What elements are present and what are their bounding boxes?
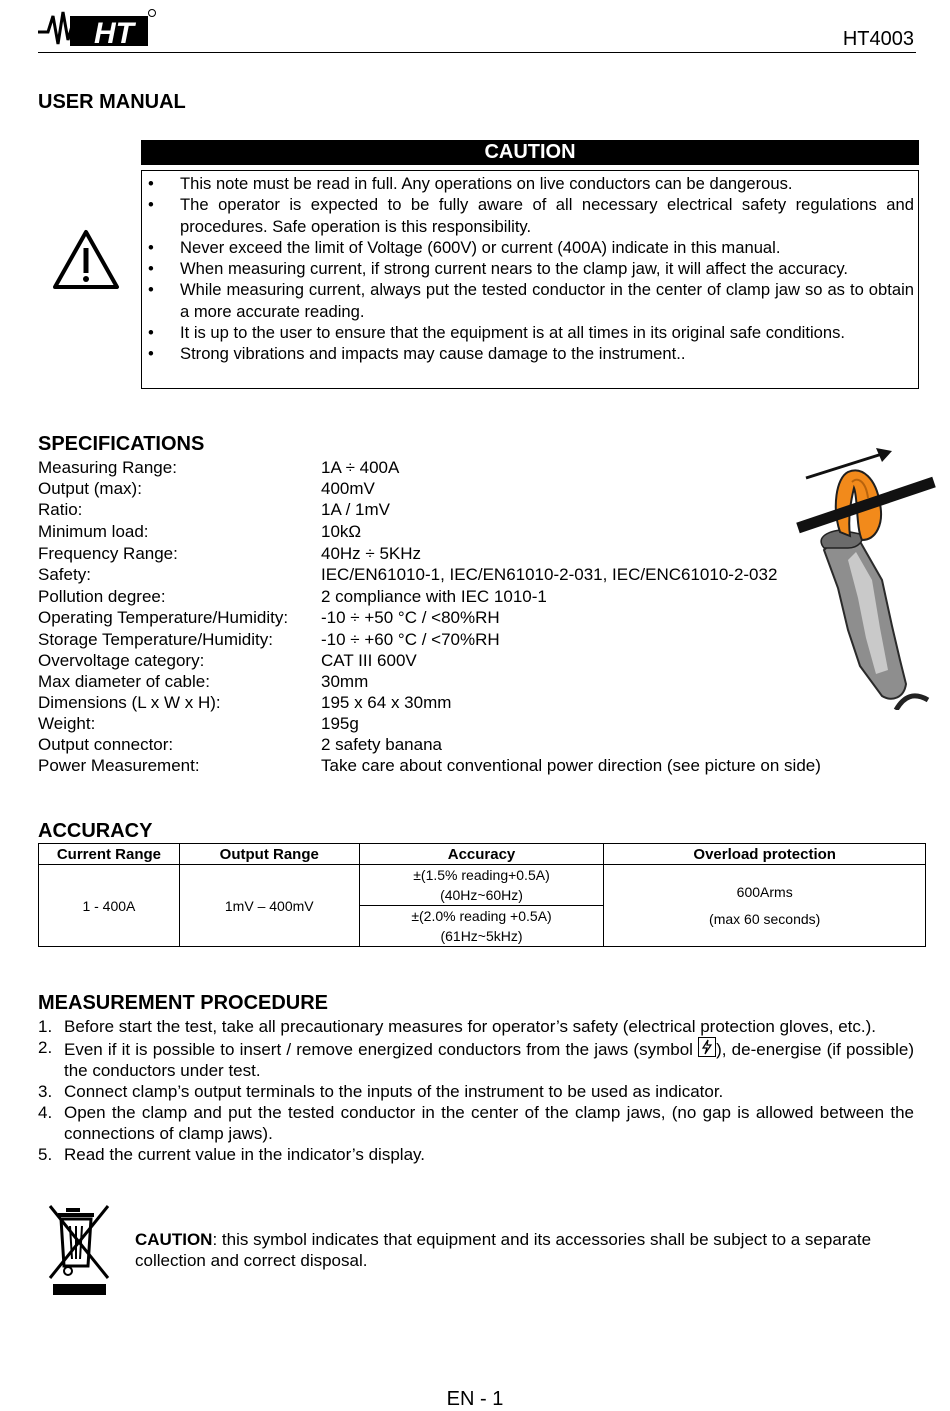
spec-label: Minimum load:: [38, 522, 149, 541]
column-header: Overload protection: [604, 844, 926, 865]
step-number: 4.: [38, 1103, 53, 1122]
spec-value: 1A ÷ 400A: [321, 458, 400, 477]
procedure-step: [38, 1037, 914, 1081]
spec-value: 10kΩ: [321, 522, 362, 541]
ht-logo: [36, 6, 156, 48]
spec-value: 195 x 64 x 30mm: [321, 693, 452, 712]
column-header: Output Range: [179, 844, 359, 865]
step-number: 1.: [38, 1017, 53, 1036]
spec-label: Safety:: [38, 565, 91, 584]
accuracy-value: ±(2.0% reading +0.5A): [411, 908, 552, 924]
page-number: EN - 1: [446, 1388, 504, 1410]
spec-label: Overvoltage category:: [38, 651, 205, 670]
spec-value: Take care about conventional power direction (see picture on side): [321, 756, 821, 775]
page-title: USER MANUAL: [38, 91, 186, 113]
spec-label: Weight:: [38, 714, 96, 733]
caution-item: • It is up to the user to ensure that the equipment is at all times in its original safe conditions.: [148, 322, 914, 343]
header-divider: [38, 52, 916, 53]
disposal-note: [135, 1229, 895, 1271]
disposal-caution-label: CAUTION: [135, 1230, 213, 1249]
warning-triangle-icon: [52, 228, 120, 290]
procedure-heading: MEASUREMENT PROCEDURE: [38, 992, 329, 1014]
specifications-heading: SPECIFICATIONS: [38, 433, 205, 455]
procedure-step: [38, 1081, 914, 1102]
spec-value: IEC/EN61010-1, IEC/EN61010-2-031, IEC/ENC61010-2-032: [321, 565, 778, 584]
current-range-cell: 1 - 400A: [39, 865, 180, 947]
spec-value: 400mV: [321, 479, 375, 498]
spec-label: Dimensions (L x W x H):: [38, 693, 221, 712]
step-text: ), de-energise (if possible) the conductors under test.: [64, 1040, 915, 1080]
spec-label: Operating Temperature/Humidity:: [38, 608, 289, 627]
step-number: 3.: [38, 1082, 53, 1101]
overload-note: (max 60 seconds): [709, 911, 821, 927]
spec-value: 2 compliance with IEC 1010-1: [321, 587, 547, 606]
crossed-bin-weee-icon: [48, 1204, 112, 1298]
overload-value: 600Arms: [736, 884, 793, 900]
accuracy-table: [38, 843, 926, 947]
energized-conductor-symbol-icon: [698, 1037, 716, 1057]
step-text: Before start the test, take all precautionary measures for operator’s safety (electrical protection gloves, etc.).: [64, 1017, 876, 1036]
spec-value: 40Hz ÷ 5KHz: [321, 544, 422, 563]
spec-label: Measuring Range:: [38, 458, 177, 477]
accuracy-value: ±(1.5% reading+0.5A): [413, 867, 550, 883]
caution-item: • When measuring current, if strong current nears to the clamp jaw, it will affect the accuracy.: [148, 258, 914, 279]
accuracy-cell: [359, 865, 604, 906]
output-range-cell: 1mV – 400mV: [179, 865, 359, 947]
spec-label: Pollution degree:: [38, 587, 166, 606]
spec-label: Power Measurement:: [38, 756, 200, 775]
accuracy-cell: [359, 906, 604, 947]
procedure-step: [38, 1016, 914, 1037]
spec-value: 195g: [321, 714, 359, 733]
accuracy-frequency: (61Hz~5kHz): [440, 928, 523, 944]
caution-list: [148, 173, 914, 365]
caution-item: • While measuring current, always put the tested conductor in the center of clamp jaw so as to obtain a more accurate reading.: [148, 279, 914, 322]
disposal-text: : this symbol indicates that equipment and its accessories shall be subject to a separate collection and correct disposal.: [135, 1230, 872, 1270]
step-text: Open the clamp and put the tested conductor in the center of the clamp jaws, (no gap is allowed between the connections of clamp jaws).: [64, 1103, 914, 1143]
spec-value: CAT III 600V: [321, 651, 417, 670]
spec-value: 2 safety banana: [321, 735, 442, 754]
model-number: HT4003: [842, 28, 914, 50]
caution-item: • This note must be read in full. Any operations on live conductors can be dangerous.: [148, 173, 914, 194]
spec-label: Storage Temperature/Humidity:: [38, 630, 273, 649]
procedure-step: [38, 1102, 914, 1144]
spec-label: Max diameter of cable:: [38, 672, 210, 691]
column-header: Current Range: [39, 844, 180, 865]
step-number: 5.: [38, 1145, 53, 1164]
spec-value: -10 ÷ +50 °C / <80%RH: [321, 608, 500, 627]
step-text: Connect clamp’s output terminals to the inputs of the instrument to be used as indicator.: [64, 1082, 724, 1101]
step-text: Read the current value in the indicator’s display.: [64, 1145, 425, 1164]
spec-label: Frequency Range:: [38, 544, 178, 563]
caution-item: • Never exceed the limit of Voltage (600V) or current (400A) indicate in this manual.: [148, 237, 914, 258]
caution-item: • Strong vibrations and impacts may cause damage to the instrument..: [148, 343, 914, 364]
spec-value: 30mm: [321, 672, 369, 691]
spec-value: 1A / 1mV: [321, 500, 390, 519]
spec-value: -10 ÷ +60 °C / <70%RH: [321, 630, 500, 649]
spec-label: Output (max):: [38, 479, 142, 498]
overload-cell: [604, 865, 926, 947]
caution-item: • The operator is expected to be fully aware of all necessary electrical safety regulations and procedures. Safe operation is this responsibility.: [148, 194, 914, 237]
procedure-list: [38, 1016, 914, 1165]
step-text: Even if it is possible to insert / remove energized conductors from the jaws (symbol: [64, 1040, 699, 1059]
spec-label: Ratio:: [38, 500, 83, 519]
step-number: 2.: [38, 1038, 53, 1057]
spec-label: Output connector:: [38, 735, 174, 754]
procedure-step: [38, 1144, 914, 1165]
column-header: Accuracy: [359, 844, 604, 865]
accuracy-heading: ACCURACY: [38, 820, 153, 842]
caution-header: CAUTION: [141, 140, 919, 165]
clamp-meter-illustration: [796, 448, 936, 710]
brand-text: HT: [94, 17, 134, 48]
accuracy-frequency: (40Hz~60Hz): [440, 887, 523, 903]
